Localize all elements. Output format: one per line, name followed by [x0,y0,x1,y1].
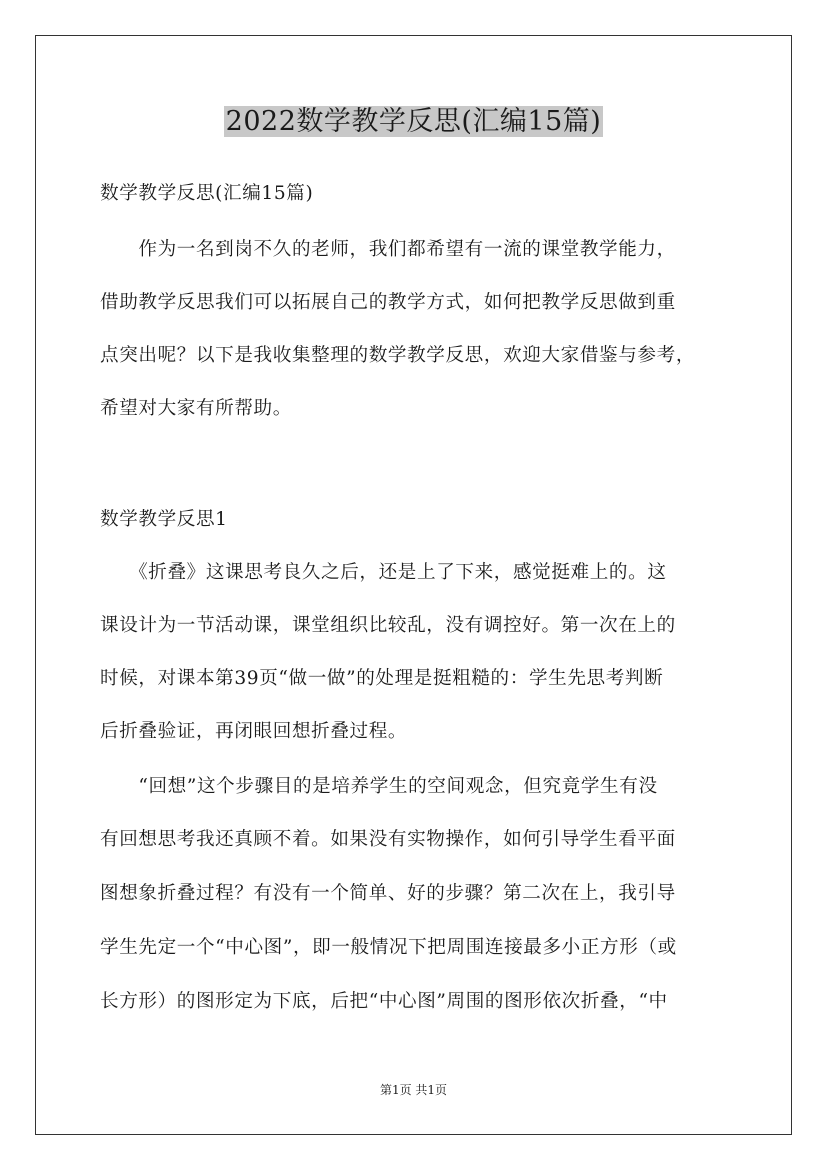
paragraph-1-line-4: 后折叠验证，再闭眼回想折叠过程。 [100,721,408,742]
section-heading-1: 数学教学反思1 [100,509,228,530]
paragraph-2-line-4: 学生先定一个“中心图”，即一般情况下把周围连接最多小正方形（或 [100,937,677,958]
paragraph-2-line-3: 图想象折叠过程？有没有一个简单、好的步骤？第二次在上，我引导 [100,883,676,904]
paragraph-2-line-5: 长方形）的图形定为下底，后把“中心图”周围的图形依次折叠，“中 [100,991,668,1012]
intro-line-1: 作为一名到岗不久的老师，我们都希望有一流的课堂教学能力， [100,239,676,260]
page-footer: 第1页 共1页 [379,1083,448,1097]
paragraph-1-line-2: 课设计为一节活动课，课堂组织比较乱，没有调控好。第一次在上的 [100,615,676,636]
paragraph-1-line-1: 《折叠》这课思考良久之后，还是上了下来，感觉挺难上的。这 [100,562,667,583]
paragraph-1-line-3: 时候，对课本第39页“做一做”的处理是挺粗糙的：学生先思考判断 [100,668,664,689]
paragraph-2-line-2: 有回想思考我还真顾不着。如果没有实物操作，如何引导学生看平面 [100,829,676,850]
subtitle-line: 数学教学反思(汇编15篇) [100,183,314,204]
paragraph-2-line-1: “回想”这个步骤目的是培养学生的空间观念，但究竟学生有没 [100,776,658,797]
document-title-text: 2022数学教学反思(汇编15篇) [225,106,602,137]
intro-line-4: 希望对大家有所帮助。 [100,398,292,419]
document-title [0,102,827,142]
intro-line-3: 点突出呢？以下是我收集整理的数学教学反思，欢迎大家借鉴与参考， [100,345,696,366]
intro-line-2: 借助教学反思我们可以拓展自己的教学方式，如何把教学反思做到重 [100,292,676,313]
